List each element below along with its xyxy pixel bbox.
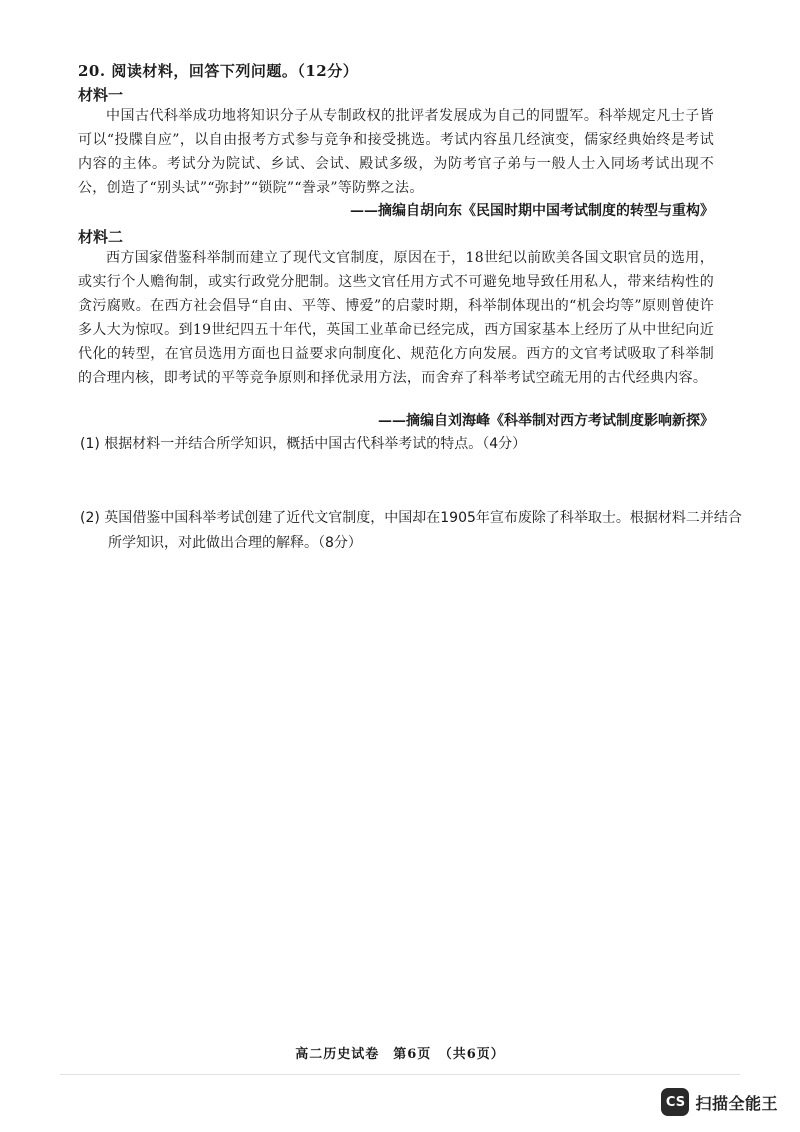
camscanner-logo-icon: CS <box>661 1088 689 1116</box>
sub-question-2: (2) 英国借鉴中国科举考试创建了近代文官制度，中国却在1905年宣布废除了科举取士。根据材料二并结合所学知识，对此做出合理的解释。（8分） <box>80 510 742 551</box>
sub-question-1: (1) 根据材料一并结合所学知识，概括中国古代科举考试的特点。（4分） <box>80 436 527 452</box>
question-title: 20. 阅读材料，回答下列问题。（12分） <box>78 62 359 80</box>
material1-source: ——摘编自胡向东《民国时期中国考试制度的转型与重构》 <box>350 203 714 219</box>
page-footer: 高二历史试卷 第6页 （共6页） <box>295 1047 505 1062</box>
footer-divider <box>60 1074 740 1075</box>
material1-heading: 材料一 <box>78 86 124 104</box>
watermark-text: 扫描全能王 <box>695 1093 778 1113</box>
material2-heading: 材料二 <box>78 228 124 246</box>
material1-text: 中国古代科举成功地将知识分子从专制政权的批评者发展成为自己的同盟军。科举规定凡士子皆可以“投牒自应”，以自由报考方式参与竞争和接受挑选。考试内容虽几经演变，儒家经典始终是考试内容的主体。考试分为院试、乡试、会试、殿试多级，为防考官子弟与一般人士入同场考试出现不公，创造了“别头试”“弥封”“锁院”“誊录”等防弊之法。 <box>78 108 714 196</box>
scanner-watermark <box>661 1088 778 1116</box>
material2-source: ——摘编自刘海峰《科举制对西方考试制度影响新探》 <box>378 413 714 429</box>
material2-text: 西方国家借鉴科举制而建立了现代文官制度，原因在于，18世纪以前欧美各国文职官员的选用，或实行个人赡徇制，或实行政党分肥制。这些文官任用方式不可避免地导致任用私人，带来结构性的贪污腐败。在西方社会倡导“自由、平等、博爱”的启蒙时期，科举制体现出的“机会均等”原则曾使许多人大为惊叹。到19世纪四五十年代，英国工业革命已经完成，西方国家基本上经历了从中世纪向近代化的转型，在官员选用方面也日益要求向制度化、规范化方向发展。西方的文官考试吸取了科举制的合理内核，即考试的平等竞争原则和择优录用方法，而舍弃了科举考试空疏无用的古代经典内容。 <box>78 250 714 386</box>
